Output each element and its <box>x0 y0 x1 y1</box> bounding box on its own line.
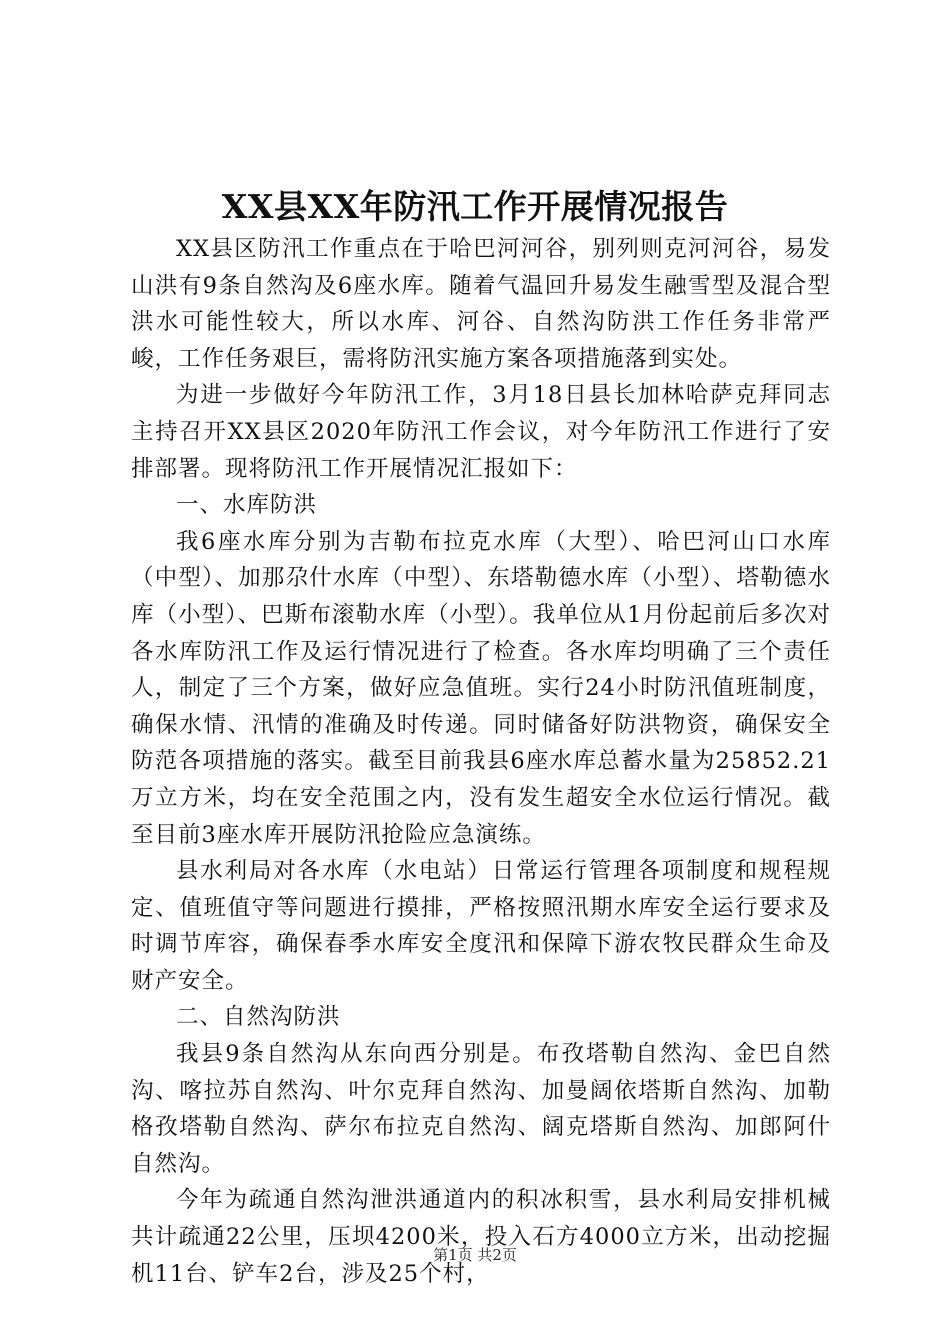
document-body <box>131 231 831 1292</box>
paragraph-gullies: 我县9条自然沟从东向西分别是。布孜塔勒自然沟、金巴自然沟、喀拉苏自然沟、叶尔克拜自然沟、加曼阔依塔斯自然沟、加勒格孜塔勒自然沟、萨尔布拉克自然沟、阔克塔斯自然沟、加郎阿什自然沟。 <box>131 1041 831 1177</box>
section-heading-gullies: 二、自然沟防洪 <box>176 1004 341 1031</box>
paragraph-dredging: 今年为疏通自然沟泄洪通道内的积冰积雪，县水利局安排机械共计疏通22公里，压坝4200米，投入石方4000立方米，出动挖掘机11台、铲车2台，涉及25个村， <box>131 1187 831 1287</box>
paragraph-reservoir-management: 县水利局对各水库（水电站）日常运行管理各项制度和规程规定、值班值守等问题进行摸排，严格按照汛期水库安全运行要求及时调节库容，确保春季水库安全度汛和保障下游农牧民群众生命及财产安全。 <box>131 858 831 994</box>
paragraph-meeting: 为进一步做好今年防汛工作，3月18日县长加林哈萨克拜同志主持召开XX县区2020年防汛工作会议，对今年防汛工作进行了安排部署。现将防汛工作开展情况汇报如下： <box>131 382 831 482</box>
page-footer: 第1页 共2页 <box>433 1246 517 1264</box>
paragraph-intro: XX县区防汛工作重点在于哈巴河河谷，别列则克河河谷，易发山洪有9条自然沟及6座水库。随着气温回升易发生融雪型及混合型洪水可能性较大，所以水库、河谷、自然沟防洪工作任务非常严峻，工作任务艰巨，需将防汛实施方案各项措施落到实处。 <box>131 236 831 372</box>
section-heading-reservoir: 一、水库防洪 <box>176 492 318 519</box>
document-title: XX县XX年防汛工作开展情况报告 <box>221 187 729 226</box>
paragraph-reservoirs: 我6座水库分别为吉勒布拉克水库（大型）、哈巴河山口水库（中型）、加那尕什水库（中型）、东塔勒德水库（小型）、塔勒德水库（小型）、巴斯布滚勒水库（小型）。我单位从1月份起前后多次对各水库防汛工作及运行情况进行了检查。各水库均明确了三个责任人，制定了三个方案，做好应急值班。实行24小时防汛值班制度，确保水情、汛情的准确及时传递。同时储备好防洪物资，确保安全防范各项措施的落实。截至目前我县6座水库总蓄水量为25852.21万立方米，均在安全范围之内，没有发生超安全水位运行情况。截至目前3座水库开展防汛抢险应急演练。 <box>131 528 831 848</box>
